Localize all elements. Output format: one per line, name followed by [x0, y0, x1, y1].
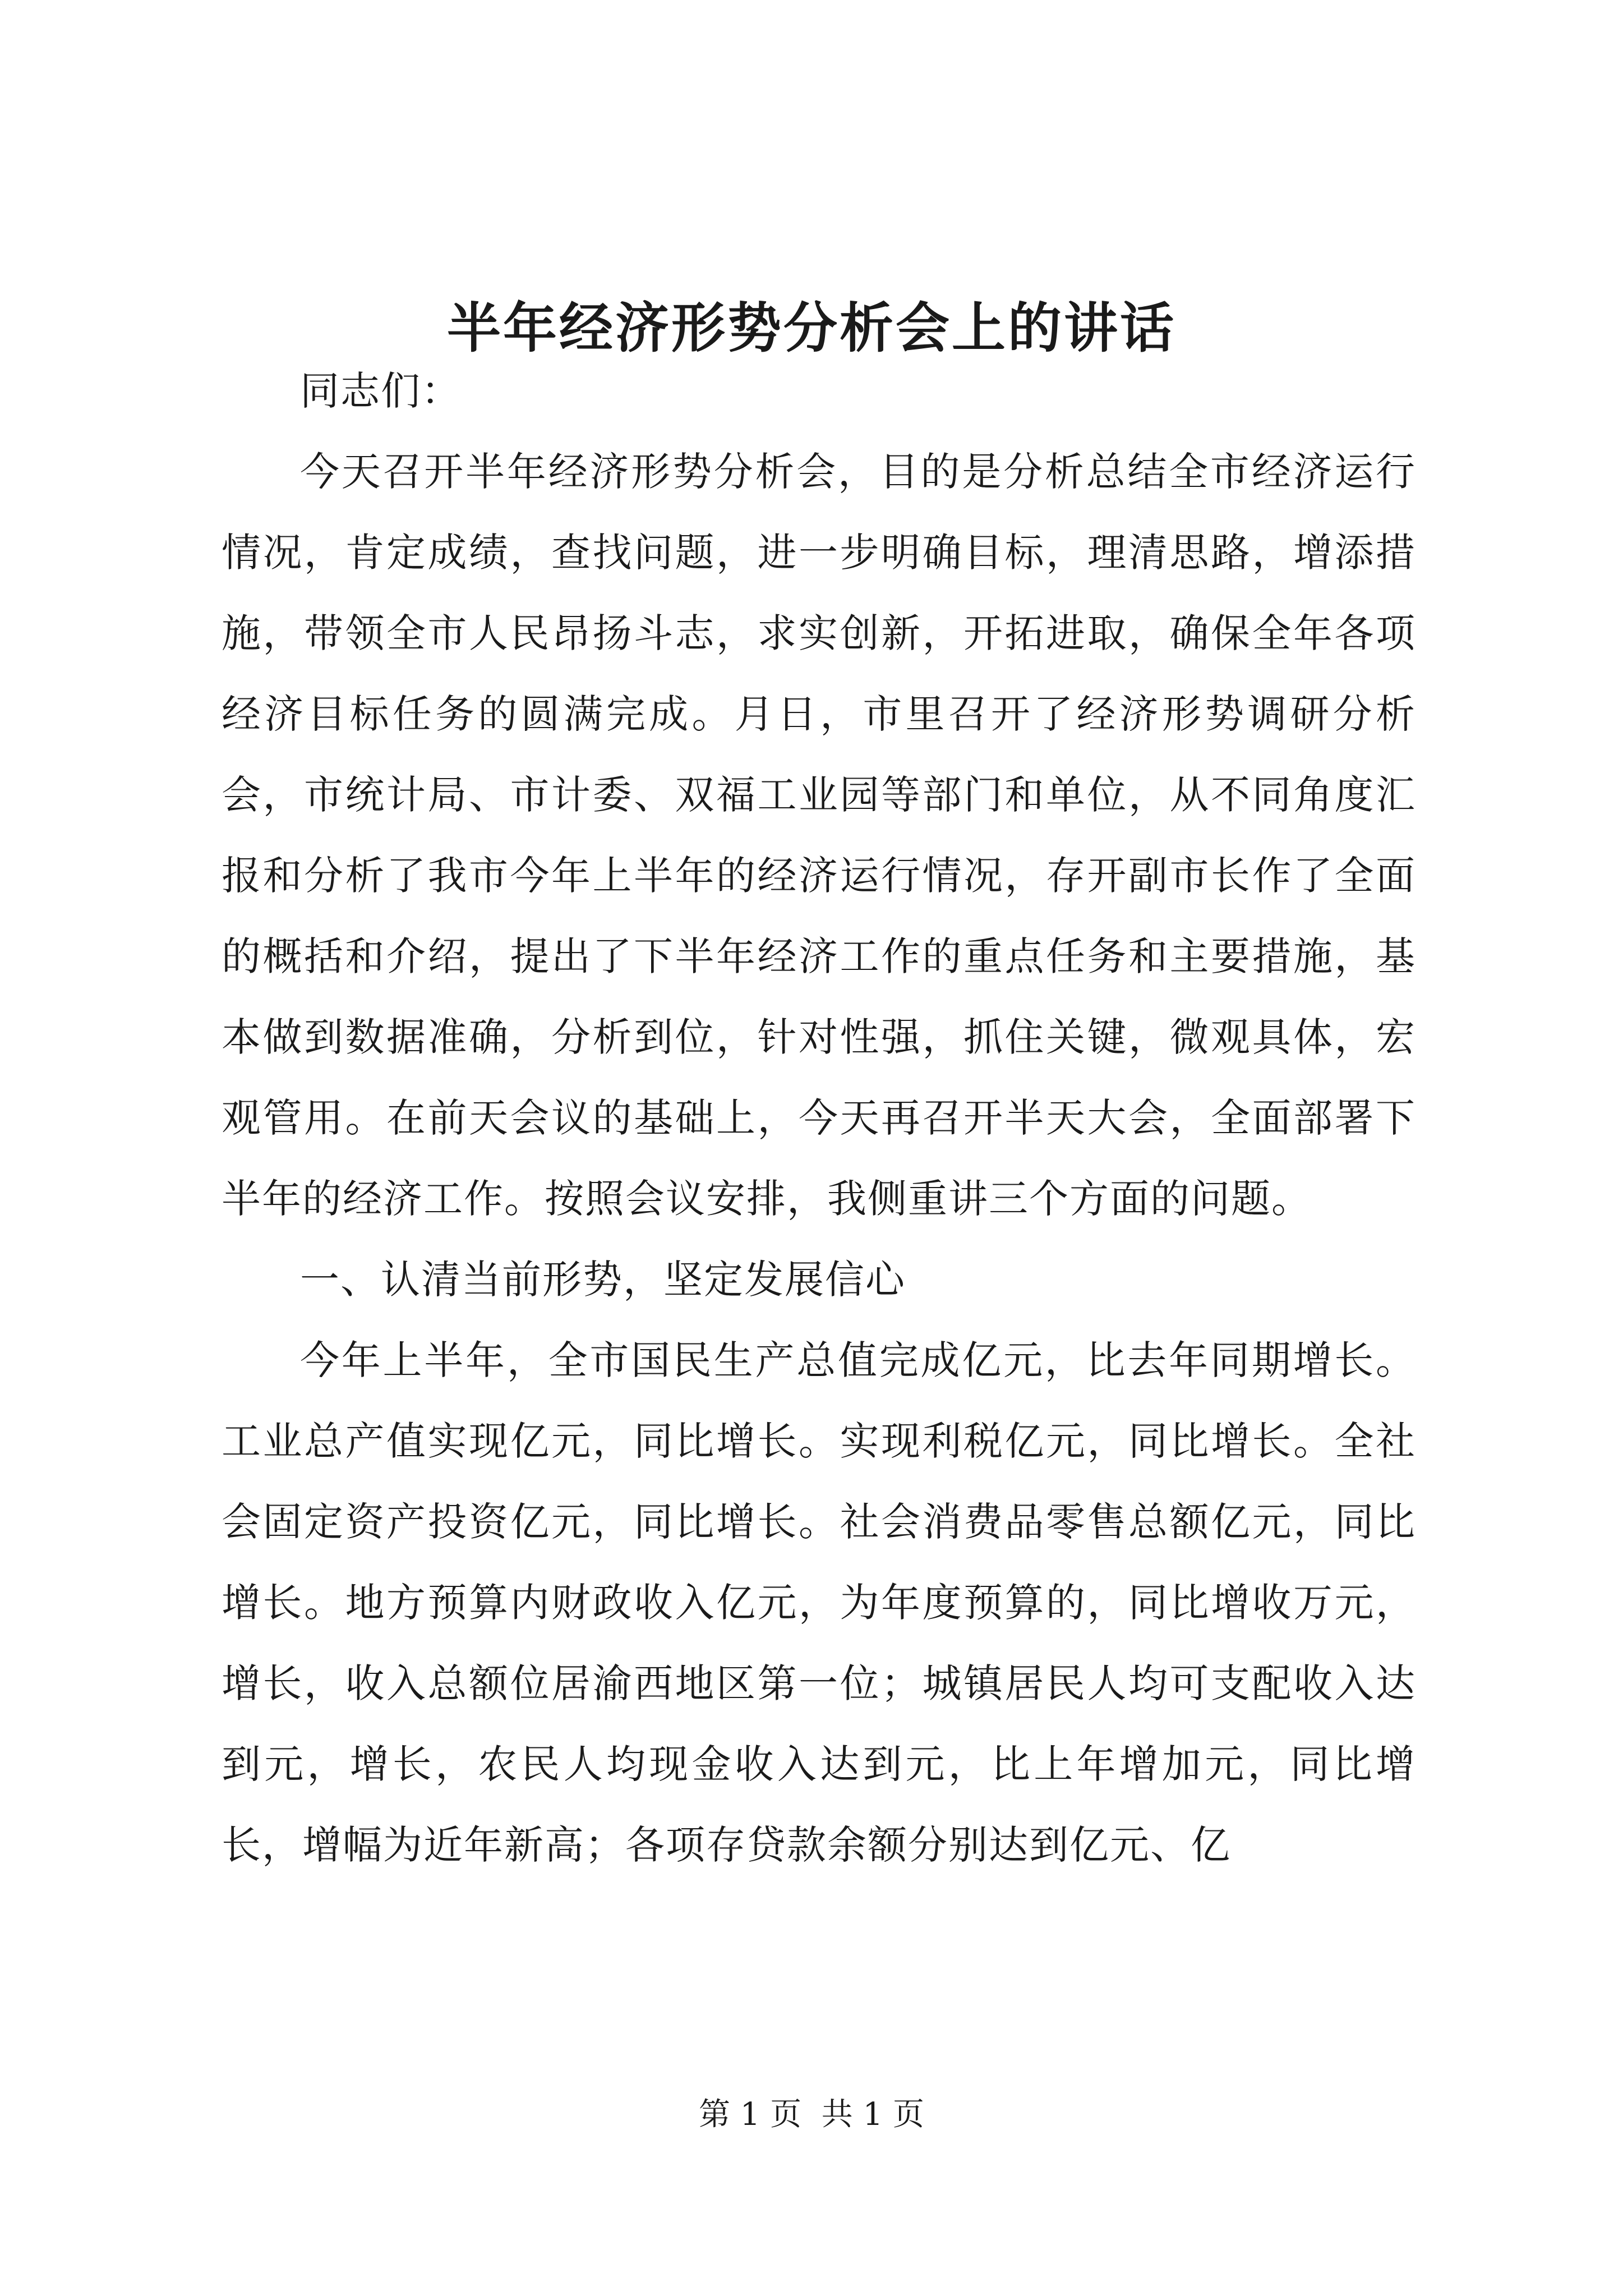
document-body	[222, 351, 1416, 1885]
page-footer: 第 1 页 共 1 页	[698, 2096, 925, 2133]
paragraph-intro: 今天召开半年经济形势分析会，目的是分析总结全市经济运行情况，肯定成绩，查找问题，进一步明确目标，理清思路，增添措施，带领全市人民昂扬斗志，求实创新，开拓进取，确保全年各项经济目标任务的圆满完成。月日，市里召开了经济形势调研分析会，市统计局、市计委、双福工业园等部门和单位，从不同角度汇报和分析了我市今年上半年的经济运行情况，存开副市长作了全面的概括和介绍，提出了下半年经济工作的重点任务和主要措施，基本做到数据准确，分析到位，针对性强，抓住关键，微观具体，宏观管用。在前天会议的基础上，今天再召开半天大会，全面部署下半年的经济工作。按照会议安排，我侧重讲三个方面的问题。	[222, 449, 1416, 1222]
greeting: 同志们：	[300, 368, 462, 414]
document-title: 半年经济形势分析会上的讲话	[447, 296, 1176, 360]
paragraph-economic-data: 今年上半年，全市国民生产总值完成亿元，比去年同期增长。工业总产值实现亿元，同比增长。实现利税亿元，同比增长。全社会固定资产投资亿元，同比增长。社会消费品零售总额亿元，同比增长。地方预算内财政收入亿元，为年度预算的，同比增收万元，增长，收入总额位居渝西地区第一位；城镇居民人均可支配收入达到元，增长，农民人均现金收入达到元，比上年增加元，同比增长，增幅为近年新高；各项存贷款余额分别达到亿元、亿	[222, 1337, 1416, 1868]
section-heading: 一、认清当前形势，坚定发展信心	[300, 1257, 906, 1303]
